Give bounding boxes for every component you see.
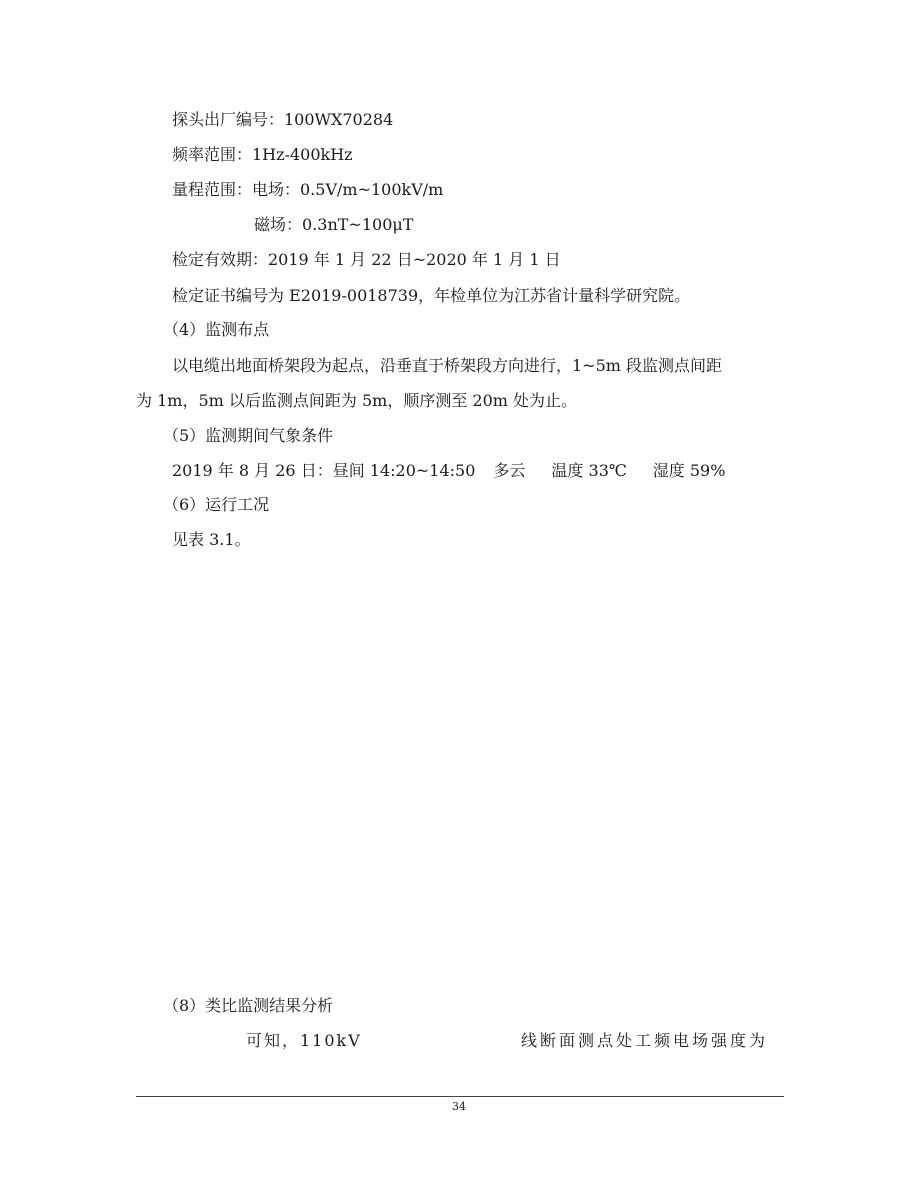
section4-text-line1: 以电缆出地面桥架段为起点，沿垂直于桥架段方向进行，1~5m 段监测点间距 bbox=[172, 356, 723, 375]
weather-line bbox=[172, 461, 725, 481]
weather-condition: 多云 bbox=[493, 461, 526, 480]
section8-text-end: 线断面测点处工频电场强度为 bbox=[521, 1031, 769, 1050]
validity-period-line: 检定有效期：2019 年 1 月 22 日~2020 年 1 月 1 日 bbox=[172, 250, 561, 269]
section8-text-start: 可知，110kV bbox=[246, 1031, 362, 1050]
range-magnetic-line: 磁场：0.3nT~100μT bbox=[254, 215, 414, 234]
probe-serial-line: 探头出厂编号：100WX70284 bbox=[172, 110, 394, 129]
footer-divider bbox=[136, 1096, 784, 1097]
certificate-line: 检定证书编号为 E2019-0018739，年检单位为江苏省计量科学研究院。 bbox=[172, 286, 691, 305]
frequency-range-line: 频率范围：1Hz-400kHz bbox=[172, 145, 353, 164]
weather-humidity: 湿度 59% bbox=[652, 461, 726, 480]
page-number: 34 bbox=[452, 1100, 466, 1113]
section6-text: 见表 3.1。 bbox=[172, 530, 251, 549]
section4-heading: （4）监测布点 bbox=[163, 320, 270, 339]
section6-heading: （6）运行工况 bbox=[163, 495, 270, 514]
weather-temperature: 温度 33℃ bbox=[551, 461, 627, 480]
section4-text-line2: 为 1m，5m 以后监测点间距为 5m，顺序测至 20m 处为止。 bbox=[136, 391, 578, 410]
section5-heading: （5）监测期间气象条件 bbox=[163, 426, 334, 445]
section8-heading: （8）类比监测结果分析 bbox=[163, 996, 334, 1015]
range-electric-line: 量程范围：电场：0.5V/m~100kV/m bbox=[172, 180, 444, 199]
weather-date: 2019 年 8 月 26 日：昼间 14:20~14:50 bbox=[172, 461, 476, 480]
